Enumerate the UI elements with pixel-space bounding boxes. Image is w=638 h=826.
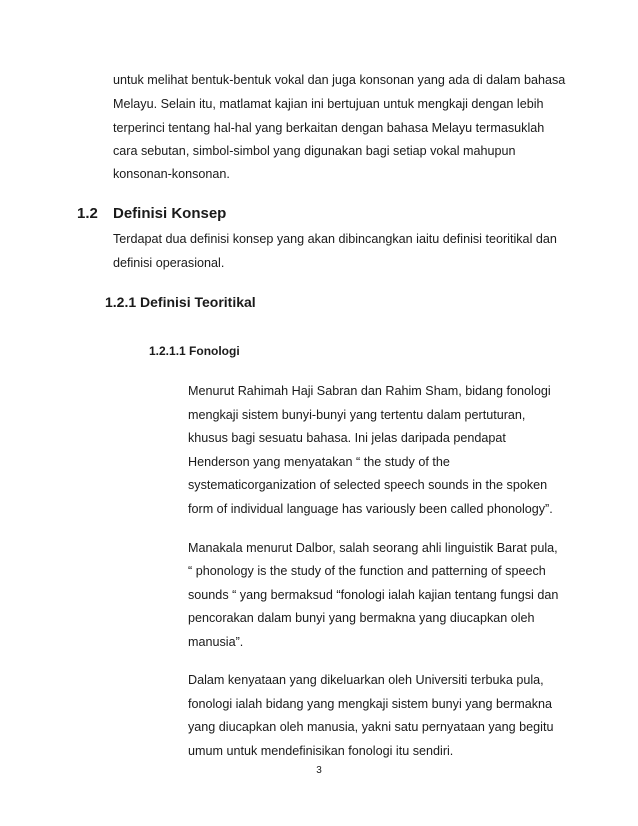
page-number: 3 (316, 765, 322, 776)
intro-line: untuk melihat bentuk-bentuk vokal dan juga konsonan yang ada di dalam bahasa (113, 73, 566, 87)
paragraph-line: Dalam kenyataan yang dikeluarkan oleh Universiti terbuka pula, (188, 673, 544, 687)
section-line: definisi operasional. (113, 256, 225, 270)
paragraph-line: Manakala menurut Dalbor, salah seorang ahli linguistik Barat pula, (188, 541, 558, 555)
intro-line: terperinci tentang hal-hal yang berkaitan dengan bahasa Melayu termasuklah (113, 121, 545, 135)
paragraph-line: mengkaji sistem bunyi-bunyi yang tertentu dalam pertuturan, (188, 408, 526, 422)
paragraph-line: manusia”. (188, 635, 244, 649)
paragraph-line: “ phonology is the study of the function and patterning of speech (188, 564, 546, 578)
paragraph-line: umum untuk mendefinisikan fonologi itu sendiri. (188, 744, 454, 758)
paragraph-line: Henderson yang menyatakan “ the study of the (188, 455, 450, 469)
section-number: 1.2 (77, 205, 98, 222)
section-title: Definisi Konsep (113, 205, 227, 222)
paragraph-line: Menurut Rahimah Haji Sabran dan Rahim Sham, bidang fonologi (188, 384, 551, 398)
paragraph-line: sounds “ yang bermaksud “fonologi ialah kajian tentang fungsi dan (188, 588, 559, 602)
paragraph-line: fonologi ialah bidang yang mengkaji sistem bunyi yang bermakna (188, 697, 553, 711)
subsubsection-heading: 1.2.1.1 Fonologi (149, 344, 240, 358)
intro-line: Melayu. Selain itu, matlamat kajian ini bertujuan untuk mengkaji dengan lebih (113, 97, 544, 111)
paragraph-line: pencorakan dalam bunyi yang bermakna yang diucapkan oleh (188, 611, 535, 625)
paragraph-line: khusus bagi sesuatu bahasa. Ini jelas daripada pendapat (188, 431, 506, 445)
paragraph-line: form of individual language has variously been called phonology”. (188, 502, 553, 516)
intro-line: cara sebutan, simbol-simbol yang digunakan bagi setiap vokal mahupun (113, 144, 516, 158)
paragraph-line: systematicorganization of selected speech sounds in the spoken (188, 478, 548, 492)
paragraph-line: yang diucapkan oleh manusia, yakni satu pernyataan yang begitu (188, 720, 554, 734)
section-line: Terdapat dua definisi konsep yang akan dibincangkan iaitu definisi teoritikal dan (113, 232, 557, 246)
intro-line: konsonan-konsonan. (113, 167, 230, 181)
subsection-heading: 1.2.1 Definisi Teoritikal (105, 294, 256, 310)
